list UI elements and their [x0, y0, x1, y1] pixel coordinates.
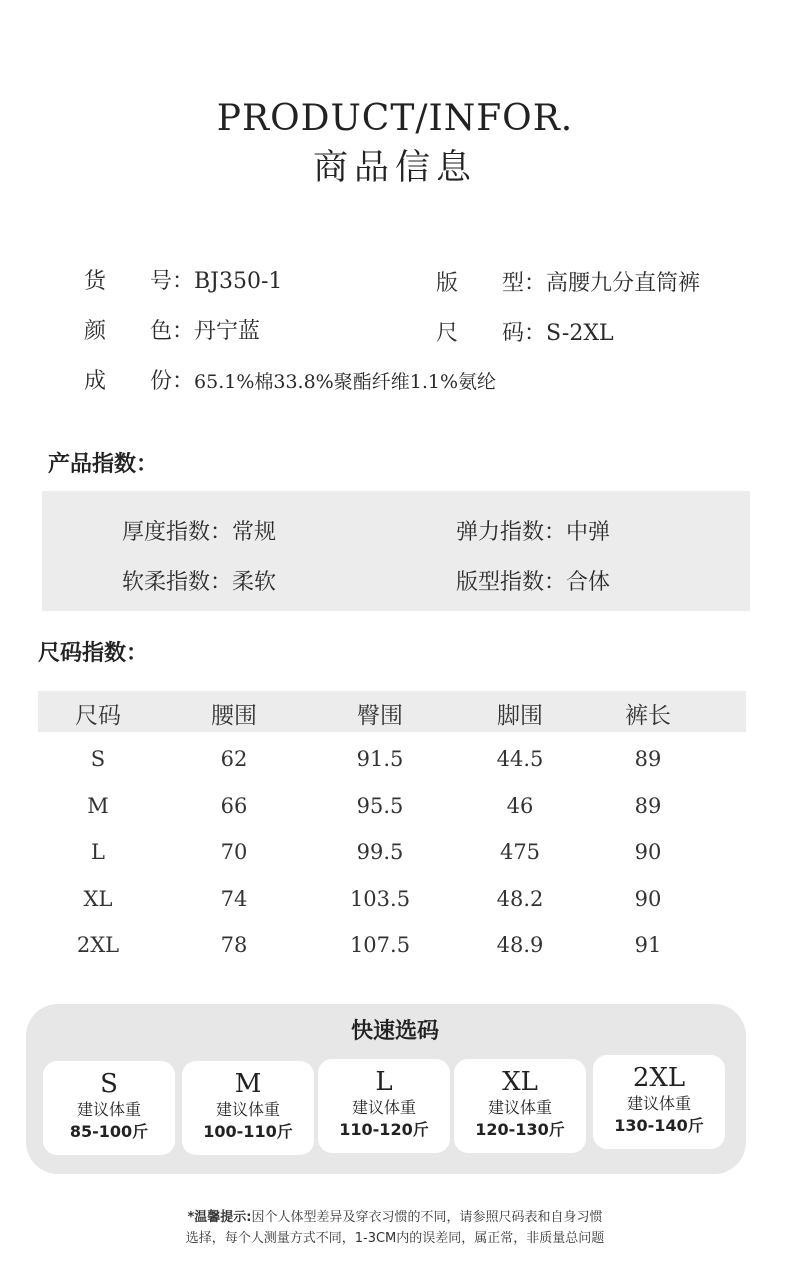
- size-table-cell-waist: 66: [220, 794, 248, 818]
- size-table-cell-length: 89: [634, 794, 662, 818]
- size-table-cell-hem: 475: [499, 840, 541, 864]
- size-range-label: 尺 码：: [436, 321, 547, 346]
- size-range: [436, 316, 614, 347]
- size-table-cell-length: 90: [634, 887, 662, 911]
- size-table-cell-hem: 48.2: [496, 887, 544, 911]
- size-table-cell-length: 91: [634, 933, 662, 957]
- size-card-weight-range: 110-120斤: [339, 1120, 429, 1139]
- title-english: PRODUCT/INFOR.: [216, 98, 574, 139]
- size-card-weight-range: 100-110斤: [203, 1122, 293, 1141]
- item-number: [84, 264, 282, 295]
- fit-label: 版型指数：: [456, 570, 567, 595]
- size-table-header-waist: 腰围: [211, 703, 257, 729]
- color-label: 颜 色：: [84, 319, 195, 344]
- size-table-cell-length: 89: [634, 747, 662, 771]
- size-table-cell-hip: 107.5: [349, 933, 411, 957]
- size-table-header-size: 尺码: [75, 703, 121, 729]
- size-card[interactable]: [454, 1059, 586, 1153]
- size-table-cell-hip: 99.5: [356, 840, 404, 864]
- size-card-recommend: 建议体重: [76, 1100, 141, 1119]
- size-card[interactable]: [593, 1055, 725, 1149]
- notice-line-2: 选择，每个人测量方式不同，1-3CM内的误差同，属正常，非质量总问题: [185, 1231, 605, 1246]
- style-label: 版 型：: [436, 271, 547, 296]
- material-value: 65.1%棉33.8%聚酯纤维1.1%氨纶: [194, 371, 497, 393]
- size-card-recommend: 建议体重: [626, 1094, 691, 1113]
- size-card-weight-range: 85-100斤: [69, 1122, 149, 1141]
- color-value: 丹宁蓝: [194, 319, 261, 344]
- size-table-cell-waist: 74: [220, 887, 248, 911]
- fit-index: [456, 565, 610, 596]
- size-card-size: M: [234, 1069, 262, 1099]
- size-card-size: 2XL: [632, 1063, 686, 1093]
- material-label: 成 份：: [84, 369, 195, 394]
- size-table-cell-size: L: [91, 840, 105, 864]
- size-card-recommend: 建议体重: [215, 1100, 280, 1119]
- size-table-header-length: 裤长: [625, 703, 671, 729]
- thickness-index: [122, 515, 276, 546]
- fit-value: 合体: [566, 570, 611, 595]
- notice-prefix: *温馨提示:: [187, 1210, 252, 1225]
- quick-select-title: 快速选码: [350, 1019, 439, 1044]
- title-chinese: 商品信息: [312, 148, 477, 188]
- size-card-recommend: 建议体重: [351, 1098, 416, 1117]
- size-card-recommend: 建议体重: [487, 1098, 552, 1117]
- softness-label: 软柔指数：: [122, 570, 233, 595]
- item-number-value: BJ350-1: [194, 269, 283, 294]
- style: [436, 266, 700, 297]
- style-value: 高腰九分直筒裤: [546, 271, 701, 296]
- size-card[interactable]: [182, 1061, 314, 1155]
- size-card[interactable]: [43, 1061, 175, 1155]
- size-table-cell-hem: 48.9: [496, 933, 544, 957]
- notice-text-1: 因个人体型差异及穿衣习惯的不同，请参照尺码表和自身习惯: [251, 1210, 603, 1225]
- size-table-cell-hip: 103.5: [349, 887, 411, 911]
- item-number-label: 货 号：: [84, 269, 195, 294]
- size-table-cell-hem: 46: [506, 794, 534, 818]
- size-table-cell-hem: 44.5: [496, 747, 544, 771]
- thickness-label: 厚度指数：: [122, 520, 233, 545]
- size-table-cell-hip: 95.5: [356, 794, 404, 818]
- material: [84, 364, 496, 395]
- product-index-title: 产品指数：: [48, 452, 159, 477]
- size-card-weight-range: 120-130斤: [475, 1120, 565, 1139]
- size-table-cell-size: S: [90, 747, 106, 771]
- size-table-cell-waist: 70: [220, 840, 248, 864]
- size-table-header-hem: 脚围: [497, 703, 543, 729]
- softness-index: [122, 565, 276, 596]
- size-card[interactable]: [318, 1059, 450, 1153]
- size-table-cell-length: 90: [634, 840, 662, 864]
- size-index-title: 尺码指数：: [38, 641, 149, 666]
- elasticity-label: 弹力指数：: [456, 520, 567, 545]
- size-card-size: L: [375, 1067, 393, 1097]
- softness-value: 柔软: [232, 570, 277, 595]
- size-table-cell-size: XL: [83, 887, 113, 911]
- size-range-value: S-2XL: [546, 321, 614, 346]
- elasticity-index: [456, 515, 610, 546]
- size-card-weight-range: 130-140斤: [614, 1116, 704, 1135]
- size-card-size: XL: [502, 1067, 538, 1097]
- thickness-value: 常规: [232, 520, 277, 545]
- size-table-cell-size: 2XL: [76, 933, 120, 957]
- size-table-cell-size: M: [87, 794, 109, 818]
- color: [84, 314, 260, 345]
- size-card-size: S: [100, 1069, 118, 1099]
- size-table-cell-waist: 78: [220, 933, 248, 957]
- size-table-header-hip: 臀围: [357, 703, 403, 729]
- notice-line-1: [0, 1207, 790, 1228]
- size-table-cell-waist: 62: [220, 747, 248, 771]
- size-table-cell-hip: 91.5: [356, 747, 404, 771]
- elasticity-value: 中弹: [566, 520, 611, 545]
